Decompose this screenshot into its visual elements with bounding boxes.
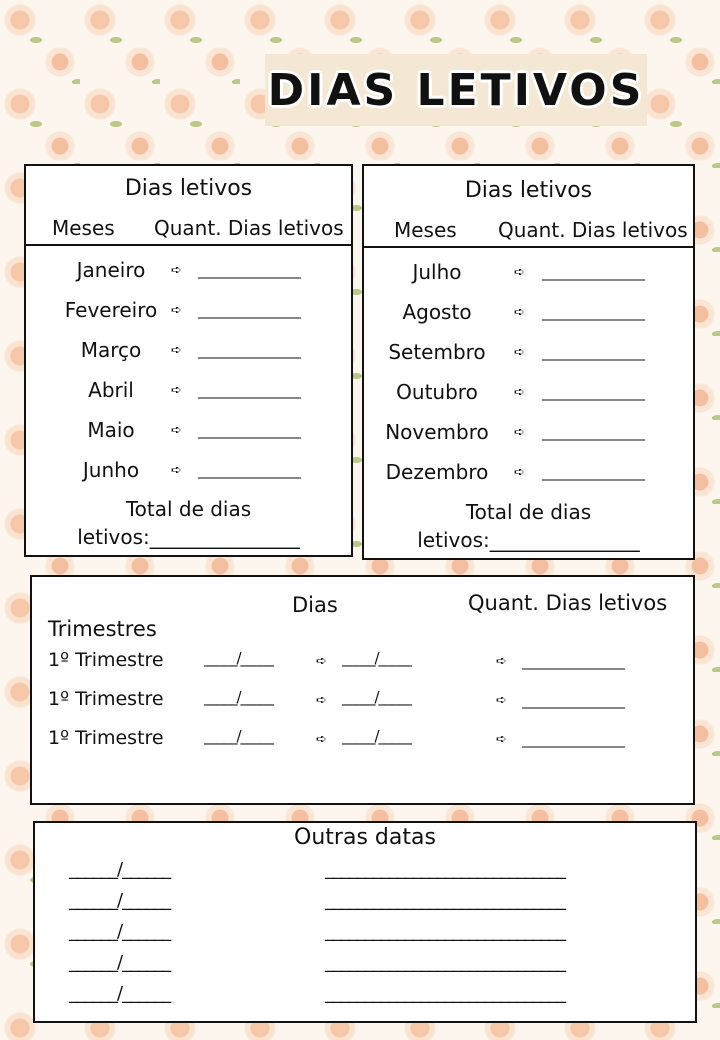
month-name: Novembro [385,420,489,444]
arrow-icon: ➪ [496,693,507,708]
month-row [26,258,351,288]
month-name: Outubro [396,380,478,404]
arrow-icon: ➪ [496,732,507,747]
arrow-icon: ➪ [514,385,525,400]
days-count-blank[interactable]: _________________ [522,732,624,748]
month-name: Junho [82,458,140,482]
arrow-icon: ➪ [514,265,525,280]
semester-1-total-line[interactable]: letivos:_______________ [77,525,300,549]
month-row [26,378,351,408]
month-name: Abril [88,378,134,402]
arrow-icon: ➪ [316,654,327,669]
semester-2-header-rule [364,246,693,248]
arrow-icon: ➪ [496,654,507,669]
days-blank[interactable]: _________________ [198,303,300,319]
trimester-row [32,649,693,679]
start-date-blank[interactable]: _____/_____ [204,688,274,706]
days-blank[interactable]: _________________ [198,423,300,439]
trimester-row [32,688,693,718]
trimesters-label: Trimestres [48,617,157,641]
month-name: Maio [87,418,135,442]
days-blank[interactable]: _________________ [542,385,644,401]
semester-2-table [362,164,695,560]
title-banner [265,54,647,126]
days-blank[interactable]: _________________ [542,425,644,441]
month-name: Setembro [388,340,486,364]
trimester-name: 1º Trimestre [48,688,164,710]
semester-2-total-line[interactable]: letivos:_______________ [417,528,640,552]
other-date-description-blank[interactable]: ______________________________ [325,859,565,880]
semester-2-col-month: Meses [394,218,457,242]
arrow-icon: ➪ [514,425,525,440]
month-name: Julho [412,260,462,284]
semester-1-col-month: Meses [52,216,115,240]
trimester-name: 1º Trimestre [48,649,164,671]
semester-2-caption: Dias letivos [464,178,593,203]
days-count-blank[interactable]: _________________ [522,693,624,709]
semester-1-col-days: Quant. Dias letivos [154,216,344,240]
days-blank[interactable]: _________________ [198,263,300,279]
other-date-description-blank[interactable]: ______________________________ [325,921,565,942]
start-date-blank[interactable]: _____/_____ [204,649,274,667]
semester-1-caption: Dias letivos [124,176,253,201]
arrow-icon: ➪ [171,463,182,478]
month-name: Março [80,338,142,362]
month-row [26,458,351,488]
semester-2-col-days: Quant. Dias letivos [498,218,688,242]
arrow-icon: ➪ [171,303,182,318]
month-name: Janeiro [76,258,146,282]
month-name: Fevereiro [64,298,158,322]
semester-1-header-rule [26,244,351,246]
other-date-blank[interactable]: ______/______ [69,952,171,973]
semester-1-table [24,164,353,557]
page-title: DIAS LETIVOS [267,64,645,116]
month-row [364,380,693,410]
days-blank[interactable]: _________________ [198,383,300,399]
month-name: Dezembro [385,460,489,484]
other-date-blank[interactable]: ______/______ [69,859,171,880]
month-row [26,418,351,448]
days-blank[interactable]: _________________ [542,345,644,361]
arrow-icon: ➪ [514,465,525,480]
other-dates-table [33,821,697,1023]
arrow-icon: ➪ [171,383,182,398]
trimester-row [32,727,693,757]
month-row [364,460,693,490]
arrow-icon: ➪ [316,693,327,708]
days-blank[interactable]: _________________ [542,265,644,281]
start-date-blank[interactable]: _____/_____ [204,727,274,745]
other-date-blank[interactable]: ______/______ [69,921,171,942]
month-row [26,298,351,328]
trimesters-col-count: Quant. Dias letivos [468,591,668,615]
arrow-icon: ➪ [514,345,525,360]
other-date-blank[interactable]: ______/______ [69,890,171,911]
trimester-name: 1º Trimestre [48,727,164,749]
month-row [364,420,693,450]
end-date-blank[interactable]: _____/_____ [342,688,412,706]
arrow-icon: ➪ [171,343,182,358]
arrow-icon: ➪ [171,423,182,438]
month-row [364,300,693,330]
month-name: Agosto [402,300,472,324]
days-blank[interactable]: _________________ [198,343,300,359]
days-count-blank[interactable]: _________________ [522,654,624,670]
other-date-description-blank[interactable]: ______________________________ [325,890,565,911]
arrow-icon: ➪ [514,305,525,320]
other-dates-caption: Outras datas [294,825,436,850]
trimesters-col-days: Dias [292,593,338,617]
days-blank[interactable]: _________________ [198,463,300,479]
days-blank[interactable]: _________________ [542,305,644,321]
month-row [364,260,693,290]
other-date-blank[interactable]: ______/______ [69,983,171,1004]
days-blank[interactable]: _________________ [542,465,644,481]
other-date-description-blank[interactable]: ______________________________ [325,952,565,973]
end-date-blank[interactable]: _____/_____ [342,649,412,667]
month-row [26,338,351,368]
other-date-description-blank[interactable]: ______________________________ [325,983,565,1004]
semester-2-total-label: Total de dias [465,500,592,524]
arrow-icon: ➪ [316,732,327,747]
semester-1-total-label: Total de dias [125,497,252,521]
month-row [364,340,693,370]
end-date-blank[interactable]: _____/_____ [342,727,412,745]
trimesters-table [30,575,695,805]
arrow-icon: ➪ [171,263,182,278]
